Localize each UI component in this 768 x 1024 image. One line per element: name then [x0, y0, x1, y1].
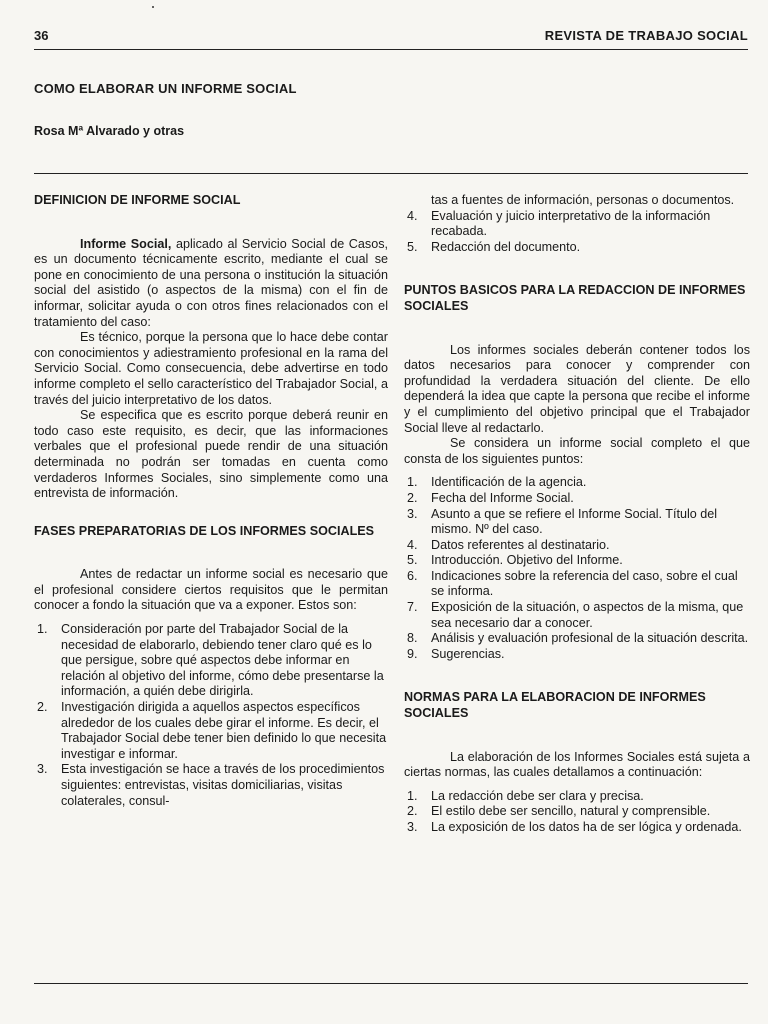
puntos-paragraph-2: Se considera un informe social completo el que consta de los siguientes puntos: — [404, 436, 750, 466]
definicion-text: aplicado al Servicio Social de Casos, es un documento técnicamente escrito, mediante el cual se pone en conocimiento de una persona o institución la situación social del asistido (o aspectos de la misma) con el fin de informar, solicitar ayuda o con otros fines relacionados con el tratamiento del caso: — [34, 236, 388, 329]
fases-heading: FASES PREPARATORIAS DE LOS INFORMES SOCIALES — [34, 523, 375, 538]
puntos-heading: PUNTOS BASICOS PARA LA REDACCION DE INFORMES SOCIALES — [404, 283, 746, 313]
list-item — [404, 193, 750, 209]
definicion-paragraph-1 — [34, 237, 388, 331]
article-authors: Rosa Mª Alvarado y otras — [34, 124, 185, 138]
list-item: 4. Datos referentes al destinatario. — [407, 537, 610, 552]
puntos-paragraph-1: Los informes sociales deberán contener todos los datos necesarios para conocer y comprender con profundidad la verdadera situación del cliente. De ello dependerá la idea que capte la persona que recibe el informe y el cumplimiento del objetivo principal que el Trabajador Social lleve al redactarlo. — [404, 342, 750, 435]
list-item: 5. Redacción del documento. — [407, 239, 581, 254]
puntos-list — [404, 475, 750, 662]
list-item: 4. Evaluación y juicio interpretativo de la información recabada. — [407, 208, 711, 239]
list-item: 2. Fecha del Informe Social. — [407, 490, 574, 505]
list-item: 1. Consideración por parte del Trabajador Social de la necesidad de elaborarlo, debiendo tener claro qué es lo que persigue, sobre qué aspectos debe informar en relación al objetivo del informe, cómo debe presentarse la información, a quién debe dirigirla. — [37, 622, 384, 699]
definicion-paragraph-3: Se especifica que es escrito porque deberá reunir en todo caso este requisito, es decir, que las informaciones verbales que el profesional puede rendir de una situación determinada no podrán ser tomadas en cuenta como verdaderos Informes Sociales, sino simplemente como una entrevista de información. — [34, 408, 388, 501]
right-column — [404, 193, 750, 836]
header-rule — [34, 49, 748, 50]
list-item: 5. Introducción. Objetivo del Informe. — [407, 553, 623, 568]
title-rule — [34, 173, 748, 174]
list-item: 2. Investigación dirigida a aquellos aspectos específicos alrededor de los cuales debe girar el informe. Es decir, el Trabajador Social debe tener bien definido lo que necesita investigar e informar. — [37, 700, 387, 761]
list-item: 1. La redacción debe ser clara y precisa. — [407, 788, 644, 803]
running-header — [34, 28, 748, 48]
list-item: 1. Identificación de la agencia. — [407, 475, 587, 490]
page-number: 36 — [34, 28, 49, 43]
fases-list-continued — [404, 193, 750, 255]
print-speck — [152, 6, 154, 8]
list-item: 2. El estilo debe ser sencillo, natural y comprensible. — [407, 804, 711, 819]
definicion-heading: DEFINICION DE INFORME SOCIAL — [34, 193, 241, 207]
list-item: 3. La exposición de los datos ha de ser lógica y ordenada. — [407, 820, 742, 834]
left-column — [34, 193, 388, 809]
list-continuation: tas a fuentes de información, personas o documentos. — [431, 193, 735, 207]
journal-name: REVISTA DE TRABAJO SOCIAL — [544, 28, 748, 43]
definicion-paragraph-2: Es técnico, porque la persona que lo hace debe contar con conocimientos y adiestramiento profesional en la rama del Servicio Social. Como consecuencia, debe advertirse en todo informe completo el sello característico del Trabajador Social, a través del juicio interpretativo de los datos. — [34, 330, 388, 407]
list-item: 8. Análisis y evaluación profesional de la situación descrita. — [407, 631, 749, 646]
normas-heading: NORMAS PARA LA ELABORACION DE INFORMES SOCIALES — [404, 690, 706, 721]
list-item: 9. Sugerencias. — [407, 646, 505, 661]
definicion-term: Informe Social, — [80, 236, 172, 251]
article-title: COMO ELABORAR UN INFORME SOCIAL — [34, 81, 297, 96]
list-item: 7. Exposición de la situación, o aspectos de la misma, que sea necesario dar a conocer. — [407, 600, 744, 630]
fases-list — [34, 622, 388, 809]
list-item: 3. Esta investigación se hace a través de los procedimientos siguientes: entrevistas, visitas domiciliarias, visitas colaterales, consul- — [37, 762, 385, 808]
list-item: 3. Asunto a que se refiere el Informe Social. Título del mismo. Nº del caso. — [407, 506, 718, 537]
footer-rule — [34, 983, 748, 984]
list-item: 6. Indicaciones sobre la referencia del caso, sobre el cual se informa. — [407, 568, 738, 599]
fases-intro: Antes de redactar un informe social es necesario que el profesional considere ciertos requisitos que le permitan conocer a fondo la situación que va a exponer. Estos son: — [34, 567, 388, 613]
normas-intro: La elaboración de los Informes Sociales está sujeta a ciertas normas, las cuales detallamos a continuación: — [404, 749, 750, 780]
normas-list — [404, 789, 750, 836]
